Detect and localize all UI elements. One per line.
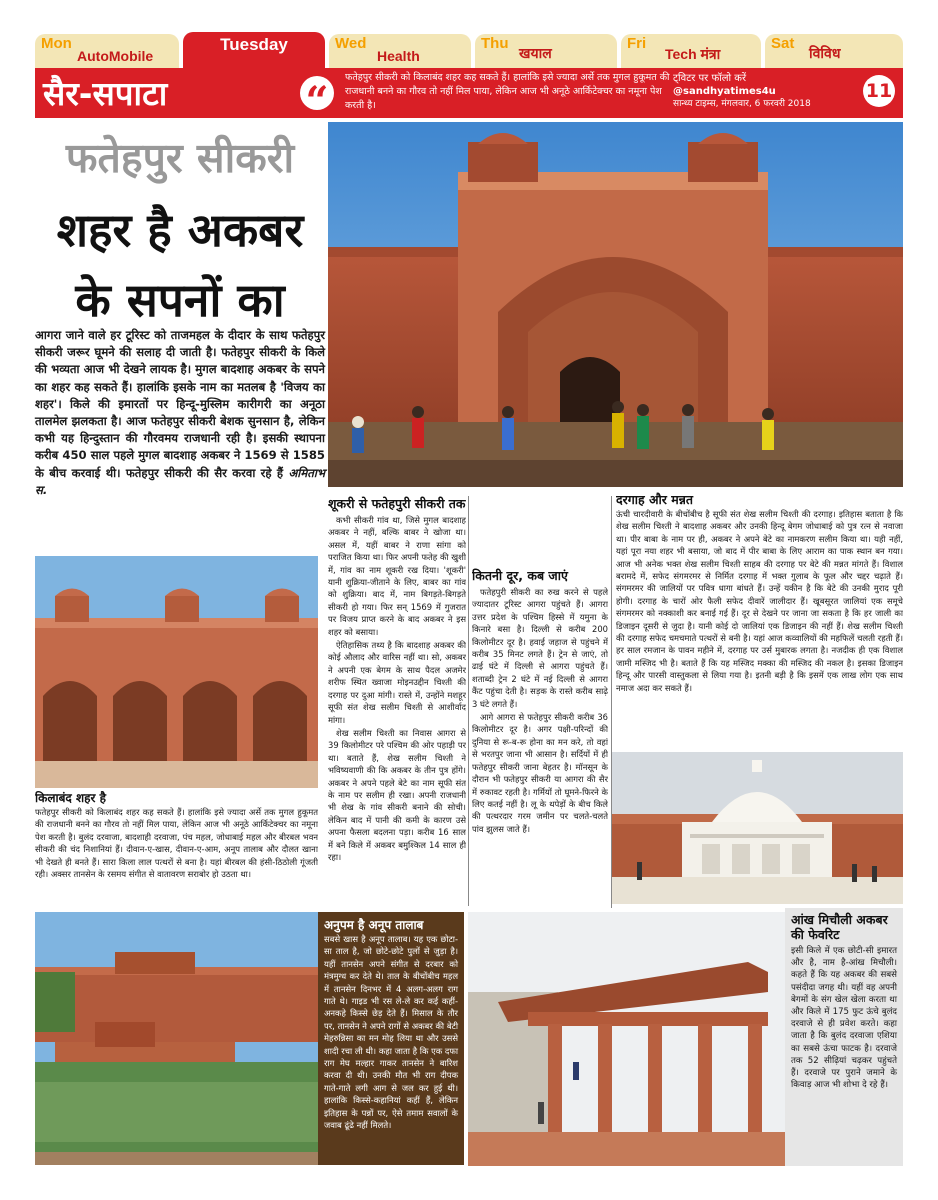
aankh-michauli-photo	[468, 912, 785, 1166]
paragraph: शेख सलीम चिश्ती का निवास आगरा से 39 किलोमीटर परे पश्चिम की ओर पहाड़ी पर था। बताते हैं, शेख सलीम चिश्ती ने भविष्यवाणी की कि अकबर के तीन पुत्र होंगे। अकबर ने अपने पहले बेटे का नाम सूफी संत के नाम पर सलीम ही रखा। अपनी राजधानी भी शेख के गांव सीकरी बनाने की सोची। लेकिन बाद में पानी की कमी के कारण उसे अपना फैसला बदलना पड़ा। करीब 16 साल में बने किले में अकबर बमुश्किल 14 साल ही रहा।	[328, 727, 466, 862]
headline-main: शहर है अकबर	[56, 203, 304, 257]
paragraph: ऐतिहासिक तथ्य है कि बादशाह अकबर की कोई औलाद और वारिस नहीं था। सो, अकबर ने अपनी एक बेगम के साथ पैदल अजमेर शरीफ स्थित ख्वाजा मोइनउद्दीन चिश्ती की दरगाह पर दुआ मांगी। रास्ते में, उन्होंने मशहूर सूफी संत शेख सलीम चिश्ती से आशीर्वाद मांगा।	[328, 640, 466, 725]
day-tabs	[35, 34, 903, 68]
tab-section: AutoMobile	[77, 48, 154, 64]
section-heading: दरगाह और मन्नत	[616, 492, 693, 507]
section-text: फतेहपुर सीकरी को किलाबंद शहर कह सकते हैं। हालांकि इसे ज्यादा अर्से तक मुगल हुकूमत की राजधानी बनने का गौरव तो नहीं मिल पाया, लेकिन आज भी अनूठे आर्किटेक्चर का नमूना पेश करती है। बुलंद दरवाजा, बादशाही दरवाजा, पंच महल, जोधाबाई महल और बीरबल भवन सीकरी की चंद निशानियां हैं। दीवान-ए-खास, दीवान-ए-आम, अनूप तालाब और दौलत खाना भी देखते ही बनते हैं। सारा किला लाल पत्थरों से बना है। यहां बीरबल की हंसी-ठिठोली गूंजती रही। अक्सर तानसेन के रसमय संगीत से वातावरण सराबोर हो उठता था।	[35, 807, 318, 880]
tab-saturday[interactable]	[765, 34, 903, 68]
headline-kicker: फतेहपुर सीकरी	[65, 134, 295, 182]
intro-text: आगरा जाने वाले हर टूरिस्ट को ताजमहल के दीदार के साथ फतेहपुर सीकरी जरूर घूमने की सलाह दी जाती है। फतेहपुर सीकरी के किले की भव्यता आज भी देखने लायक है। मुगल बादशाह अकबर के सपने का शहर कह सकते हैं। हालांकि इसके नाम का मतलब है 'विजय का शहर'। किले की इमारतों पर हिन्दू-मुस्लिम कारीगरी का अनूठा तालमेल झलकता है। आज फतेहपुर सीकरी बेशक सुनसान है, लेकिन कभी यह हिन्दुस्तान की गौरवमय राजधानी रही है। इसकी स्थापना करीब 450 साल पहले मुगल बादशाह अकबर ने 1569 से 1585 के बीच करवाई थी। फतेहपुर सीकरी की सैर करवा रहे हैं	[35, 328, 325, 480]
dargah-section	[616, 492, 903, 748]
tab-section: विविध	[809, 45, 841, 61]
twitter-handle[interactable]: @sandhyatimes4u	[673, 86, 776, 97]
intro-paragraph	[35, 327, 325, 499]
lake-photo	[35, 912, 318, 1165]
section-heading: कितनी दूर, कब जाएं	[472, 568, 568, 583]
twitter-follow	[673, 72, 811, 111]
gate-photo	[328, 122, 903, 487]
paragraph: आगे आगरा से फतेहपुर सीकरी करीब 36 किलोमीटर दूर है। अगर पक्षी-परिन्दों की दुनिया से रू-ब-रू होना का मन करे, तो वहां से भरतपुर जाना भी आसान है। सर्दियों में ही फतेहपुर सीकरी जाना बेहतर है। मॉनसून के दौरान भी फतेहपुर सीकरी या आगरा की सैर में रुकावट रहती है। गर्मियों तो घूमने-फिरने के लिए कतई नहीं है। लू के थपेड़ों के बीच किले की पत्थरदार गरम जमीन पर चलते-चलते पांव झुलस जाते हैं।	[472, 712, 608, 834]
tab-day: Sat	[771, 35, 795, 52]
section-text: ऊंची चारदीवारी के बीचोंबीच है सूफी संत शेख सलीम चिश्ती की दरगाह। इतिहास बताता है कि शेख सलीम चिश्ती ने बादशाह अकबर और उनकी हिन्दू बेगम जोधाबाई को पुत्र रत्न से नवाजा था। पीर बाबा के नाम पर ही, अकबर ने अपने बेटे का नामकरण सलीम किया था। यही नहीं, यहां पूरा नया शहर भी बसाया, जो बाद में पीर बाबा के लिए आराम का पाक स्थान बन गया। आज भी अनेक भक्त शेख सलीम चिश्ती साहब की दरगाह पर बेटे की मन्नत मांगते हैं। विशाल बरामदे में, सफेद संगमरमर से निर्मित दरगाह में भक्त गुलाब के फूल और चद्दर चढ़ाते हैं। संगमरमर की जालियों पर पवित्र धागा बांधते हैं। उन्हें यकीन है कि बेटे की उनकी मुराद पूरी होगी। दरगाह के चारों ओर फैली सफेद दीवारें जालीदार हैं। खूबसूरत जालियां एक समूचे संगमरमर को नक्काशी कर बनाई गई हैं। दूर से देखने पर जाना जा सकता है कि हर जाली का डिजाइन दूसरी से जुदा है। यानी कोई दो जालियां एक डिजाइन की नहीं हैं। शेख सलीम चिश्ती की दरगाह सफेद चमचमाते पत्थरों से बनी है। यहां आज कव्वालियों की महफिलें चलती रहती हैं। हर साल रमजान के पावन महीने में, दरगाह पर उर्स मुबारक लगता है। नजदीक ही एक विशाल जामी मस्जिद भी है। बताते हैं कि यह मस्जिद मक्का की मस्जिद की नकल है। इसका डिजाइन हिन्दू और पारसी वास्तुकला से लिया गया है। इतनी बड़ी है कि इसमें एक लाख लोग एक साथ नमाज अदा कर सकते हैं।	[616, 509, 903, 693]
tab-monday[interactable]	[35, 34, 179, 68]
favorite-section	[785, 908, 903, 1166]
section-heading: आंख मिचौली अकबर की फेवरिट	[791, 912, 888, 942]
arcade-photo	[35, 556, 318, 788]
tab-section: खयाल	[519, 45, 552, 61]
pull-quote: फतेहपुर सीकरी को किलाबंद शहर कह सकते हैं। हालांकि इसे ज्यादा अर्से तक मुगल हुकूमत की राजधानी बनने का गौरव तो नहीं मिल पाया, लेकिन आज भी अनूठे आर्किटेक्चर का नमूना पेश करती है।	[345, 72, 670, 111]
page-number: 11	[863, 75, 895, 107]
tab-friday[interactable]	[621, 34, 761, 68]
dargah-photo	[612, 752, 903, 904]
section-heading: शूकरी से फतेहपुरी सीकरी तक	[328, 496, 466, 511]
twitter-label: ट्विटर पर फॉलो करें	[673, 73, 747, 84]
paragraph: फतेहपुरी सीकरी का रुख करने से पहले ज्यादातर टूरिस्ट आगरा पहुंचते हैं। आगरा उत्तर प्रदेश के पश्चिम हिस्से में यमुना के किनारे बसा है। दिल्ली से करीब 200 किलोमीटर दूर है। हवाई जहाज से पहुंचने में करीब 35 मिनट लगते हैं। ट्रेन से जाएं, तो ढाई घंटे में दिल्ली से आगरा पहुंचते हैं। शताब्दी ट्रेन 2 घंटे में नई दिल्ली से आगरा कैंट पहुंचा देती है। सड़क के रास्ते करीब साढ़े 3 घंटे लगते हैं।	[472, 587, 608, 709]
byline: अमिताभ स.	[35, 465, 326, 497]
distance-section	[472, 568, 608, 908]
tab-day: Fri	[627, 35, 647, 52]
tab-section: Tech मंत्रा	[665, 46, 721, 62]
section-masthead: सैर-सपाटा	[43, 74, 168, 113]
column-rule	[468, 496, 469, 906]
section-text: सबसे खास है अनूप तालाब। यह एक छोटा-सा ताल है, जो छोटे-छोटे पुलों से जुड़ा है। यहीं तानसेन अपने संगीत से दरबार को मंत्रमुग्ध कर देते थे। ताल के बीचोंबीच महल में तानसेन दिनभर में 4 अलग-अलग राग गाते थे। गाइड भी रस ले-ले कर कई कहीं-अनकहे किस्से छेड़ देते हैं। मिसाल के तौर पर, तानसेन ने अपने रागों से अकबर की बेटी मेहरुन्निसा का मन मोह लिया था और उससे शादी रचा ली थी। कहा जाता है कि एक दफा राग मेघ मल्हार गाकर तानसेन ने बारिश करवा दी थी। उनकी मौत भी राग दीपक गाते-गाते लगी आग से जल कर हुई थी। हालांकि किस्से-कहानियां कहीं हैं, लेकिन इतिहास के पन्नों पर, ऐसे तमाम सवालों के जवाब ढूंढे नहीं मिलते।	[324, 934, 458, 1131]
tab-section: Health	[377, 48, 420, 64]
dateline: सान्ध्य टाइम्स, मंगलवार, 6 फरवरी 2018	[673, 99, 811, 109]
tab-wednesday[interactable]	[329, 34, 471, 68]
section-heading: किलाबंद शहर है	[35, 791, 106, 805]
tab-day: Wed	[335, 35, 367, 52]
section-heading: अनुपम है अनूप तालाब	[324, 918, 424, 932]
tab-thursday[interactable]	[475, 34, 617, 68]
tab-day: Mon	[41, 35, 72, 52]
section-text	[472, 586, 608, 835]
section-text: इसी किले में एक छोटी-सी इमारत और है, नाम है-आंख मिचौली। कहते हैं कि यह अकबर की सबसे पसंदीदा जगह थी। यहीं वह अपनी बेगमों के संग खेल खेला करता था और किले में 175 फुट ऊंचे बुलंद दरवाजे से ही प्रवेश करते। कहा जाता है कि बुलंद दरवाजा एशिया का सबसे ऊंचा फाटक है। दरवाजे तक 52 सीढ़ियां चढ़कर पहुंचते हैं। दरवाजे पर पुराने जमाने के किवाड़ आज भी शोभा दे रहे हैं।	[791, 946, 897, 1091]
tab-day: Tuesday	[220, 35, 288, 54]
paragraph: कभी सीकरी गांव था, जिसे मुगल बादशाह अकबर ने नहीं, बल्कि बाबर ने खोजा था। असल में, यहीं बाबर ने राणा सांगा को पराजित किया था। फिर अपनी फतेह की खुशी में, गांव का नाम शूकरी रख दिया। 'शूकरी' यानी शुक्रिया-जीताने के लिए, बाबर का गांव को शुक्रिया। बाद में, नाम बिगड़ते-बिगड़ते सीकरी हो गया। फिर सन् 1569 में गुजरात पर विजय प्राप्त करने के बाद अकबर ने इस शहर को बसाया।	[328, 515, 466, 637]
section-text	[328, 514, 466, 863]
tab-day: Thu	[481, 35, 509, 52]
section-header	[35, 68, 903, 125]
fort-city-section	[35, 790, 318, 902]
lake-section	[318, 912, 464, 1165]
shukri-section	[328, 496, 466, 906]
headline-main-2: के सपनों का	[75, 273, 285, 327]
tab-tuesday[interactable]	[183, 32, 325, 68]
quote-icon: “	[300, 76, 334, 110]
